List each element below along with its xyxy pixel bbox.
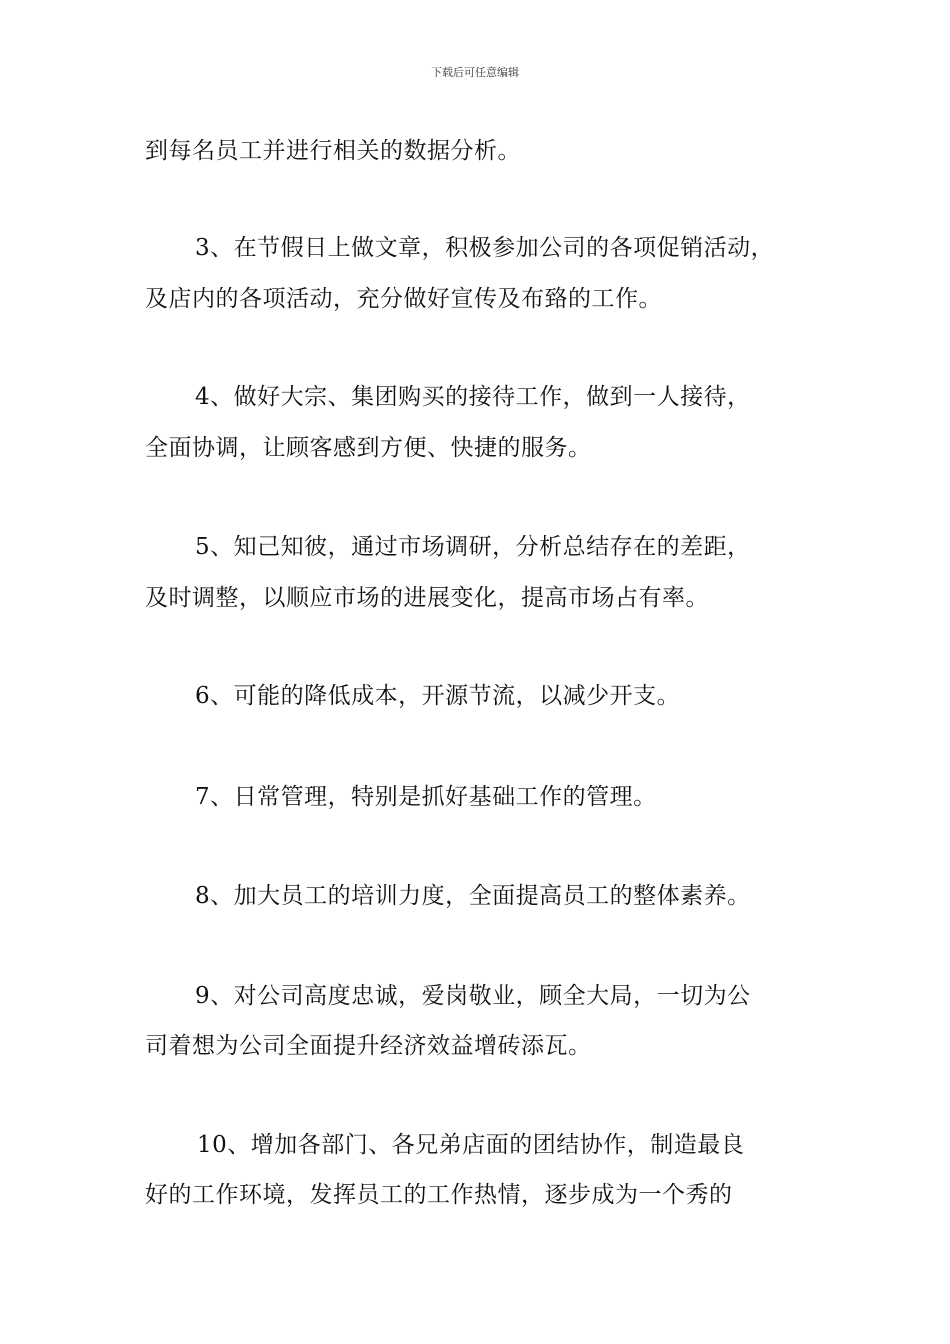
paragraph-line: 5、知己知彼，通过市场调研，分析总结存在的差距，: [195, 534, 751, 560]
paragraph-line: 3、在节假日上做文章，积极参加公司的各项促销活动，: [195, 235, 775, 261]
paragraph-line: 6、可能的降低成本，开源节流，以减少开支。: [195, 683, 681, 709]
paragraph-line: 4、做好大宗、集团购买的接待工作，做到一人接待，: [195, 384, 751, 410]
paragraph-line: 司着想为公司全面提升经济效益增砖添瓦。: [145, 1033, 592, 1059]
paragraph-line: 8、加大员工的培训力度，全面提高员工的整体素养。: [195, 883, 751, 909]
paragraph-line: 10、增加各部门、各兄弟店面的团结协作，制造最良: [197, 1132, 745, 1158]
paragraph-line: 7、日常管理，特别是抓好基础工作的管理。: [195, 784, 657, 810]
paragraph-line: 到每名员工并进行相关的数据分析。: [145, 138, 521, 164]
paragraph-line: 9、对公司高度忠诚，爱岗敬业，顾全大局，一切为公: [195, 983, 751, 1009]
paragraph-line: 及店内的各项活动，充分做好宣传及布臵的工作。: [145, 286, 662, 312]
paragraph-line: 好的工作环境，发挥员工的工作热情，逐步成为一个秀的: [145, 1182, 733, 1208]
page-header: 下载后可任意编辑: [431, 66, 519, 79]
paragraph-line: 全面协调，让顾客感到方便、快捷的服务。: [145, 435, 592, 461]
paragraph-line: 及时调整，以顺应市场的进展变化，提高市场占有率。: [145, 585, 709, 611]
